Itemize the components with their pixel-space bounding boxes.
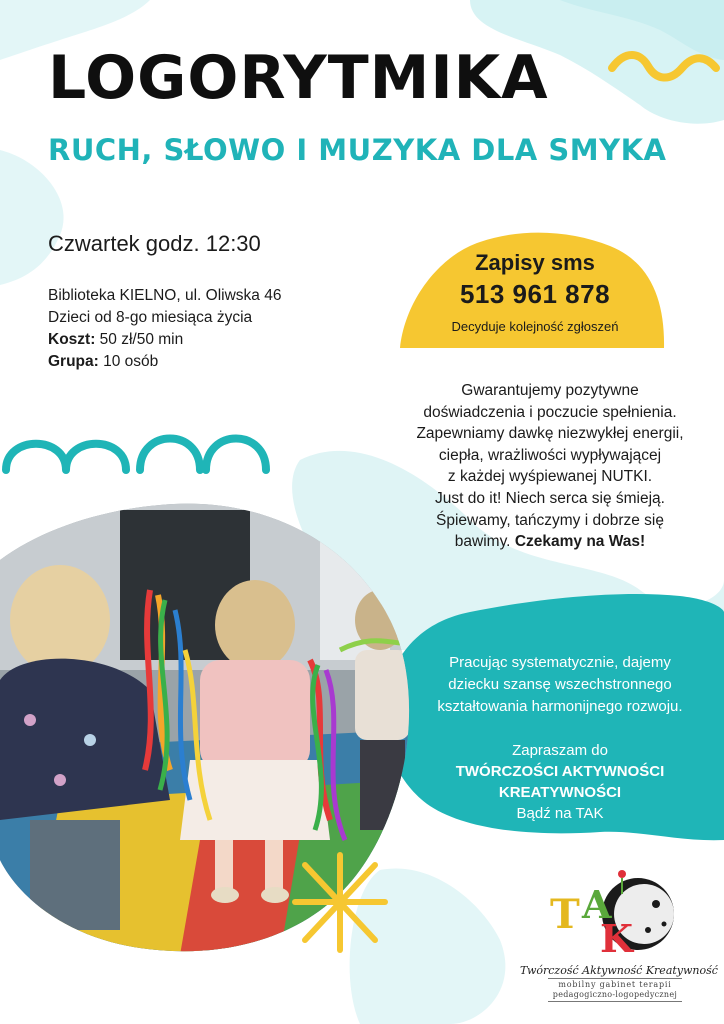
description-line: Zapewniamy dawkę niezwykłej energii, — [416, 425, 684, 443]
group-label: Grupa: — [48, 353, 99, 370]
description-line: Just do it! Niech serca się śmieją. — [434, 489, 665, 507]
tak-logo-mark — [540, 868, 690, 960]
page-subtitle: RUCH, SŁOWO I MUZYKA DLA SMYKA — [48, 133, 667, 167]
description-line: z każdej wyśpiewanej NUTKI. — [447, 468, 653, 486]
group-value: 10 osób — [98, 353, 159, 370]
logo-word-3: Kreatywność — [645, 964, 718, 977]
logo-subline-2: pedagogiczno-logopedycznej — [552, 990, 678, 999]
logo-divider-top — [548, 978, 682, 979]
description-line: Śpiewamy, tańczymy i dobrze się — [436, 511, 664, 529]
bg-blob-left — [0, 150, 64, 285]
cost-value: 50 zł/50 min — [95, 331, 184, 348]
logo-letter-k: K — [600, 916, 634, 960]
children-photo — [0, 500, 410, 955]
description-highlight: Czekamy na Was! — [514, 533, 646, 551]
age-text: Dzieci od 8-go miesiąca życia — [48, 309, 253, 326]
logo-word-2: Aktywność — [582, 964, 643, 977]
logo-tagline — [520, 964, 718, 977]
promo-brand-line-2: KREATYWNOŚCI — [498, 784, 622, 801]
description-line: Gwarantujemy pozytywne — [461, 382, 639, 399]
group-row — [48, 351, 281, 373]
teal-arches — [6, 439, 266, 471]
description-text — [390, 380, 710, 553]
promo-invite-line: Zapraszam do — [512, 742, 608, 759]
logo-divider-bottom — [548, 1001, 682, 1002]
tak-logo — [520, 868, 718, 1018]
signup-title: Zapisy sms — [475, 250, 595, 275]
description-last-start: bawimy. — [454, 533, 515, 551]
logo-letter-a: A — [582, 882, 612, 927]
description-line: ciepła, wrażliwości wypływającej — [438, 446, 662, 464]
promo-text — [415, 652, 705, 718]
cost-label: Koszt: — [48, 331, 96, 348]
yellow-star-decor — [295, 855, 385, 950]
schedule-datetime: Czwartek godz. 12:30 — [48, 231, 261, 256]
promo-brand-line-1: TWÓRCZOŚCI AKTYWNOŚCI — [455, 763, 665, 780]
logo-subline-1: mobilny gabinet terapii — [558, 980, 672, 989]
schedule-info — [48, 285, 281, 373]
signup-note: Decyduje kolejność zgłoszeń — [451, 319, 619, 334]
cost-row — [48, 329, 281, 351]
promo-line: kształtowania harmonijnego rozwoju. — [437, 698, 683, 715]
description-last-line — [390, 531, 710, 553]
location-text: Biblioteka KIELNO, ul. Oliwska 46 — [48, 287, 282, 304]
logo-word-1: Twórczość — [520, 964, 579, 977]
logo-letter-t: T — [550, 891, 580, 938]
signup-phone[interactable]: 513 961 878 — [459, 279, 611, 309]
promo-invite — [415, 740, 705, 824]
promo-line: dziecku szansę wszechstronnego — [448, 676, 672, 693]
description-line: doświadczenia i poczucie spełnienia. — [423, 403, 677, 421]
page-title: LOGORYTMIKA — [48, 43, 549, 113]
promo-line: Pracując systematycznie, dajemy — [449, 654, 671, 671]
promo-slogan: Bądź na TAK — [516, 805, 604, 822]
